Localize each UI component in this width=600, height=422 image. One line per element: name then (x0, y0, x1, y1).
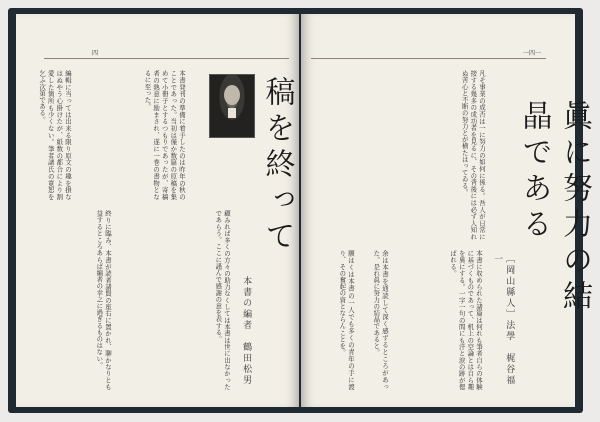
right-body-lower: 本書に収められた諸篇は何れも筆者自らの体験に基づくものであって、机上の空論とは自ら趣を異にする。一字一句の間にも汗と涙の跡が偲ばれる。 (449, 250, 483, 390)
left-body-upper: 本書発刊の準備に着手したのは昨年の秋のことであった。当初は僅か数篇の原稿を集めて小冊子とするつもりであったが、寄稿者の熱意に励まされ、遂に一巻の書物となるに至った。 (143, 70, 186, 200)
right-byline: ［岡山縣人］法學 梶谷福一 (492, 254, 515, 386)
left-header-rule (44, 58, 289, 59)
left-body-lower: 顧みれば多くの方々の助力なくしては本書は世に出なかったであらう。ここに謹んで感謝の意を表する。 (214, 210, 231, 390)
portrait-collar (228, 108, 236, 118)
right-title: 眞に努力の結晶である (516, 100, 592, 316)
right-body-lower-3: 願はくは本書の一人でも多くの青年の手に渡り、その奮起の資とならんことを。 (338, 250, 355, 390)
left-byline: 本書の編者 鶴田松男 (241, 276, 252, 386)
right-header-rule (311, 58, 546, 59)
right-body-upper: 凡そ事業の成否は一に努力の如何に係る。吾人が日常に接する幾多の成功者を見るに、その背後には必ず人知れぬ苦心と不断の努力とが横たはってゐる。 (460, 70, 486, 240)
left-page (16, 14, 299, 407)
left-body-lower-2: 終りに臨み、本書が読者諸賢の座右に置かれ、聊かなりとも益するところあらば編者の幸之に過ぎるものはない。 (95, 210, 112, 390)
author-portrait (209, 74, 255, 138)
left-page-number: 四 (92, 50, 99, 57)
portrait-face (224, 85, 240, 105)
right-page-number: 一四一 (523, 50, 542, 57)
open-book (8, 8, 592, 413)
right-page (301, 14, 592, 407)
left-title: 稿を終って (259, 76, 295, 256)
left-body-upper-2: 編輯に当っては出来る限り原文の趣を損なはぬやう心掛けたが、紙数の都合により割愛した箇所も少くない。筆者諸氏の寛恕を乞ふ次第である。 (38, 70, 72, 200)
right-body-lower-2: 余は本書を通読して深く感ずるところがあった。是れ眞に努力の結晶であると。 (372, 250, 389, 390)
